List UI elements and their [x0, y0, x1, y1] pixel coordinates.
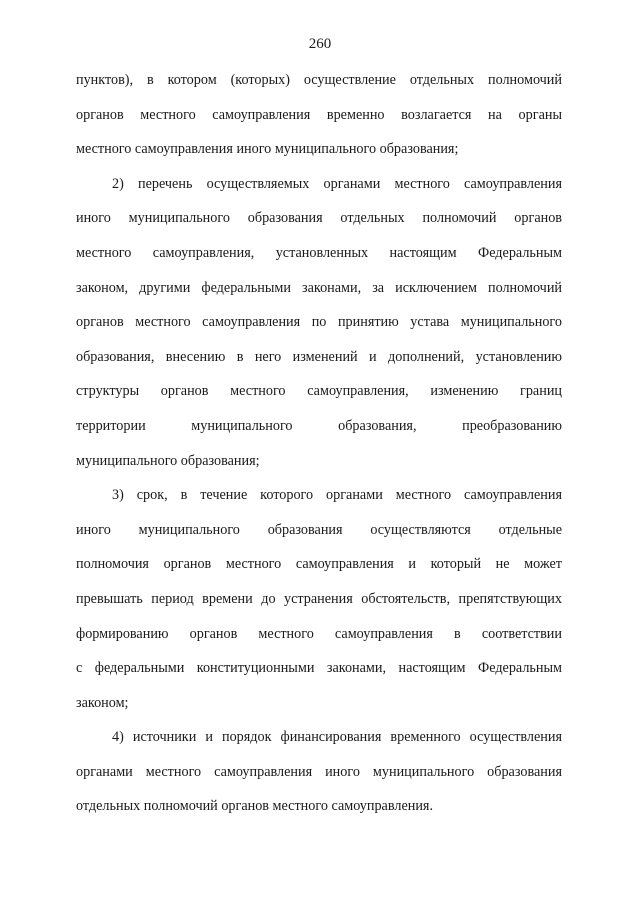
text-line: 4) источники и порядок финансирования временного осуществления: [112, 729, 562, 746]
text-line: местного самоуправления иного муниципального образования;: [76, 141, 459, 158]
text-line: иного муниципального образования отдельных полномочий органов: [76, 210, 562, 227]
list-item-2: [76, 167, 562, 478]
document-body: [76, 63, 562, 824]
text-line: превышать период времени до устранения обстоятельств, препятствующих: [76, 590, 562, 607]
list-item-4: [76, 720, 562, 824]
page-number: 260: [308, 36, 332, 52]
text-line: структуры органов местного самоуправления, изменению границ: [76, 383, 562, 400]
text-line: отдельных полномочий органов местного самоуправления.: [76, 798, 433, 815]
text-line: законом, другими федеральными законами, за исключением полномочий: [76, 279, 562, 296]
text-line: иного муниципального образования осуществляются отдельные: [76, 521, 562, 538]
text-line: пунктов), в котором (которых) осуществление отдельных полномочий: [76, 72, 562, 88]
text-line: 3) срок, в течение которого органами местного самоуправления: [112, 487, 562, 504]
text-line: полномочия органов местного самоуправления и который не может: [76, 556, 562, 573]
text-line: муниципального образования;: [76, 452, 260, 469]
text-line: органов местного самоуправления по принятию устава муниципального: [76, 314, 562, 331]
text-line: с федеральными конституционными законами, настоящим Федеральным: [76, 660, 562, 677]
paragraph-continuation: [76, 63, 562, 167]
text-line: 2) перечень осуществляемых органами местного самоуправления: [112, 175, 562, 192]
text-line: образования, внесению в него изменений и дополнений, установлению: [76, 348, 562, 365]
text-line: местного самоуправления, установленных настоящим Федеральным: [76, 244, 562, 261]
text-line: формированию органов местного самоуправления в соответствии: [76, 625, 562, 642]
text-line: органами местного самоуправления иного муниципального образования: [76, 763, 562, 780]
list-item-3: [76, 478, 562, 720]
text-line: законом;: [76, 694, 129, 711]
text-line: органов местного самоуправления временно возлагается на органы: [76, 106, 562, 123]
text-line: территории муниципального образования, преобразованию: [76, 417, 562, 434]
